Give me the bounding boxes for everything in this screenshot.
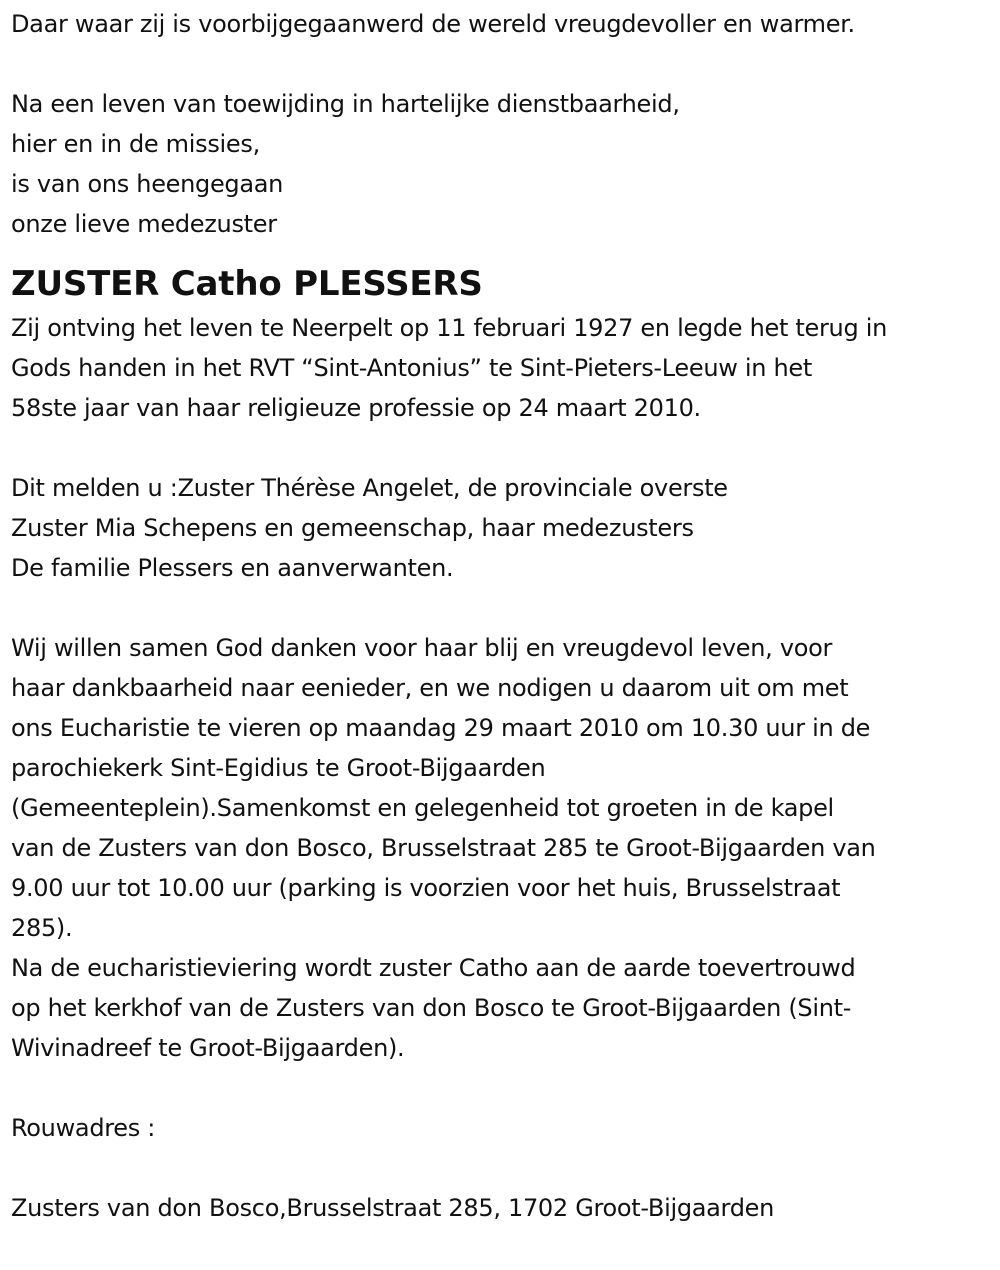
announcement-block (11, 84, 996, 244)
service-line: haar dankbaarheid naar eenieder, en we nodigen u daarom uit om met (11, 674, 849, 702)
service-line: 9.00 uur tot 10.00 uur (parking is voorzien voor het huis, Brusselstraat (11, 874, 841, 902)
notifier-line: Dit melden u :Zuster Thérèse Angelet, de provinciale overste (11, 474, 728, 502)
spacer (11, 588, 996, 628)
deceased-name-heading: ZUSTER Catho PLESSERS (11, 264, 483, 304)
service-line: op het kerkhof van de Zusters van don Bosco te Groot-Bijgaarden (Sint- (11, 994, 852, 1022)
service-line: 285). (11, 914, 73, 942)
spacer (11, 44, 996, 84)
obituary-document (11, 4, 996, 1228)
service-line: van de Zusters van don Bosco, Brusselstraat 285 te Groot-Bijgaarden van (11, 834, 876, 862)
service-line: Na de eucharistieviering wordt zuster Catho aan de aarde toevertrouwd (11, 954, 856, 982)
life-line: Zij ontving het leven te Neerpelt op 11 februari 1927 en legde het terug in (11, 314, 888, 342)
service-line: Wivinadreef te Groot-Bijgaarden). (11, 1034, 405, 1062)
service-line: (Gemeenteplein).Samenkomst en gelegenheid tot groeten in de kapel (11, 794, 834, 822)
life-block (11, 308, 996, 428)
mourning-address: Zusters van don Bosco,Brusselstraat 285, 1702 Groot-Bijgaarden (11, 1194, 775, 1222)
announcement-line: onze lieve medezuster (11, 210, 277, 238)
service-line: parochiekerk Sint-Egidius te Groot-Bijgaarden (11, 754, 546, 782)
service-block (11, 628, 996, 1068)
life-line: 58ste jaar van haar religieuze professie op 24 maart 2010. (11, 394, 701, 422)
notifier-line: Zuster Mia Schepens en gemeenschap, haar medezusters (11, 514, 694, 542)
notifiers-block (11, 468, 996, 588)
announcement-line: hier en in de missies, (11, 130, 260, 158)
announcement-line: is van ons heengegaan (11, 170, 284, 198)
announcement-line: Na een leven van toewijding in hartelijke dienstbaarheid, (11, 90, 680, 118)
service-line: ons Eucharistie te vieren op maandag 29 maart 2010 om 10.30 uur in de (11, 714, 871, 742)
spacer (11, 428, 996, 468)
service-line: Wij willen samen God danken voor haar blij en vreugdevol leven, voor (11, 634, 833, 662)
spacer (11, 1068, 996, 1108)
mourning-address-label: Rouwadres : (11, 1114, 156, 1142)
spacer (11, 1148, 996, 1188)
notifier-line: De familie Plessers en aanverwanten. (11, 554, 454, 582)
life-line: Gods handen in het RVT “Sint-Antonius” te Sint-Pieters-Leeuw in het (11, 354, 812, 382)
intro-quote: Daar waar zij is voorbijgegaanwerd de wereld vreugdevoller en warmer. (11, 10, 855, 38)
